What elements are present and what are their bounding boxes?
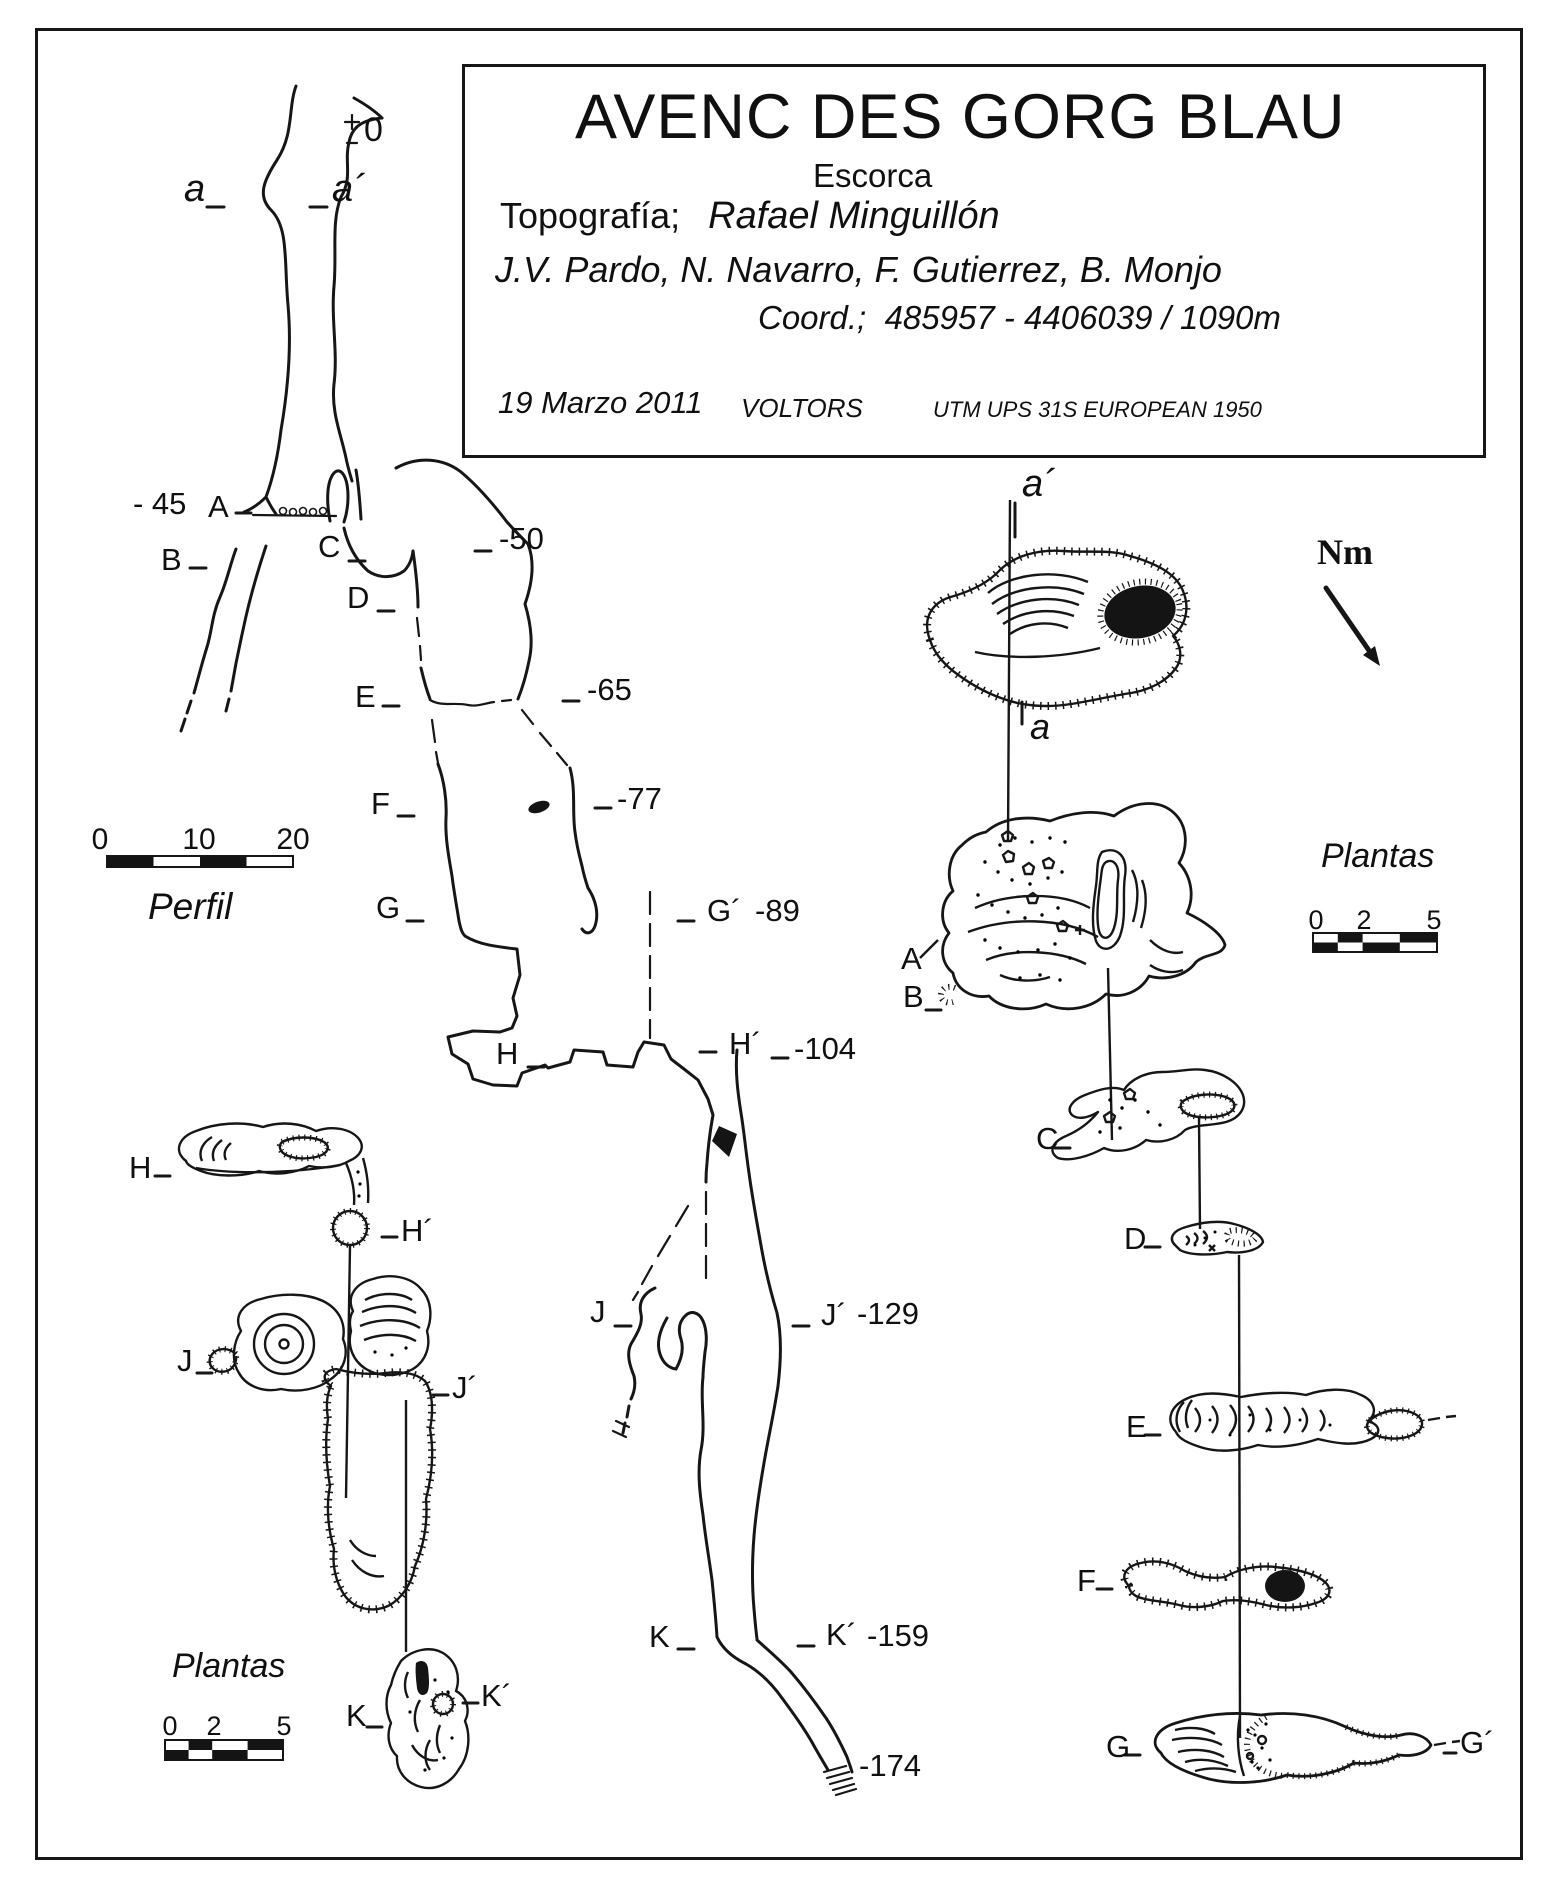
plans-left-scale-0: 0 [162, 1711, 178, 1741]
north-arrow [1326, 588, 1380, 666]
plans-right-scale-5: 5 [1426, 905, 1442, 935]
plans-left-scale-2: 2 [206, 1711, 222, 1741]
profile-label-H-prime: H´ [729, 1026, 762, 1061]
plan-left-label-J: J [177, 1343, 193, 1378]
utm-datum: UTM UPS 31S EUROPEAN 1950 [933, 397, 1262, 422]
plan-left-label-K-prime: K´ [481, 1678, 512, 1713]
depth-label-89: -89 [755, 893, 800, 928]
profile-label-J: J [590, 1294, 606, 1329]
depth-label-174: -174 [859, 1748, 922, 1783]
plans-right-scale-0: 0 [1308, 905, 1324, 935]
plans-left-scale-bar [165, 1740, 283, 1760]
plan-right-label-E: E [1126, 1409, 1147, 1444]
plans-right-scale-2: 2 [1356, 905, 1372, 935]
coordinates-value: 485957 - 4406039 / 1090m [884, 299, 1281, 336]
profile-block-77 [527, 798, 551, 815]
title-block [462, 64, 1486, 458]
depth-label-50: -50 [499, 521, 544, 556]
profile-view-title: Perfil [148, 886, 233, 927]
profile-J-pocket [623, 1288, 655, 1433]
datum-zero-label: 0 [364, 111, 383, 149]
depth-label-65: -65 [587, 672, 632, 707]
depth-label-45: - 45 [133, 486, 187, 521]
plan-G-outline [1155, 1713, 1431, 1782]
section-line-C-D [1199, 1118, 1200, 1229]
north-label: Nm [1317, 532, 1373, 572]
plan-AB-stipple [976, 836, 1071, 981]
topography-label: Topografía; [500, 195, 681, 236]
plans-left-labels [129, 1150, 512, 1741]
profile-choke [712, 1126, 737, 1157]
profile-scale-0: 0 [91, 823, 109, 856]
profile-label-G: G [376, 890, 401, 925]
plans-right-scale-bar [1313, 933, 1437, 952]
coordinates-label: Coord.; [758, 299, 867, 336]
profile-label-J-prime: J´ [821, 1297, 847, 1332]
profile-C-lip [328, 471, 348, 522]
plan-right-label-G-prime: G´ [1460, 1725, 1495, 1760]
plan-E-outline [1170, 1390, 1378, 1451]
plan-H-pothole [333, 1211, 367, 1245]
profile-label-E: E [355, 679, 376, 714]
plan-left-label-J-prime: J´ [452, 1370, 478, 1405]
plans-right-drawing [920, 500, 1460, 1782]
depth-label-104: -104 [794, 1031, 857, 1066]
plan-right-label-G: G [1106, 1729, 1131, 1764]
plan-JK-chamber [325, 1369, 432, 1609]
profile-label-a: a [184, 168, 206, 210]
survey-team: J.V. Pardo, N. Navarro, F. Gutierrez, B. Monjo [495, 249, 1222, 290]
depth-label-77: -77 [617, 781, 662, 816]
plan-right-label-D: D [1124, 1221, 1147, 1256]
plans-right-labels [901, 463, 1494, 1764]
depth-label-159: -159 [867, 1618, 930, 1653]
section-line-D-G [1239, 1255, 1240, 1738]
plan-left-label-K: K [346, 1698, 367, 1733]
topography-author: Rafael Minguillón [708, 195, 1000, 237]
plans-left-view-title: Plantas [172, 1647, 286, 1685]
plan-D-outline [1172, 1222, 1263, 1255]
plans-left-scale-5: 5 [276, 1711, 292, 1741]
plan-right-label-a: a [1030, 706, 1051, 747]
plan-right-label-B: B [903, 979, 924, 1014]
plan-left-label-H-prime: H´ [401, 1213, 434, 1248]
plan-C-outline [1052, 1069, 1244, 1159]
plan-H-outline [179, 1124, 362, 1176]
plan-J-outline [234, 1295, 346, 1391]
plan-right-label-A: A [901, 941, 922, 976]
survey-date: 19 Marzo 2011 [498, 385, 703, 420]
plan-right-label-F: F [1077, 1563, 1096, 1598]
profile-label-D: D [347, 580, 370, 615]
plan-right-label-C: C [1036, 1121, 1059, 1156]
plan-F-pool [1265, 1570, 1305, 1602]
plans-right-view-title: Plantas [1321, 837, 1435, 875]
profile-ledge [244, 497, 266, 512]
profile-label-F: F [371, 786, 390, 821]
profile-label-B: B [161, 542, 182, 577]
profile-label-a-prime: a´ [332, 168, 366, 210]
coordinates-line [758, 299, 1281, 337]
profile-scale-10: 10 [182, 823, 216, 856]
plan-right-label-a-prime: a´ [1022, 463, 1056, 505]
profile-label-C: C [318, 529, 341, 564]
plan-left-label-H: H [129, 1150, 152, 1185]
cave-title: AVENC DES GORG BLAU [575, 82, 1346, 152]
section-line-a [1008, 500, 1010, 840]
profile-scale-20: 20 [276, 823, 310, 856]
profile-scale-bar [107, 856, 293, 867]
profile-label-H: H [496, 1036, 519, 1071]
profile-main-right-wall [736, 1050, 780, 1639]
municipality: Escorca [813, 157, 933, 194]
profile-label-A: A [208, 489, 229, 524]
profile-label-K: K [649, 1619, 670, 1654]
club-name: VOLTORS [741, 393, 863, 423]
profile-shaft-left-wall [263, 86, 296, 514]
profile-label-K-prime: K´ [826, 1617, 857, 1652]
topography-line [500, 195, 1000, 238]
depth-label-129: -129 [857, 1296, 920, 1331]
profile-label-G-prime: G´ [707, 893, 742, 928]
